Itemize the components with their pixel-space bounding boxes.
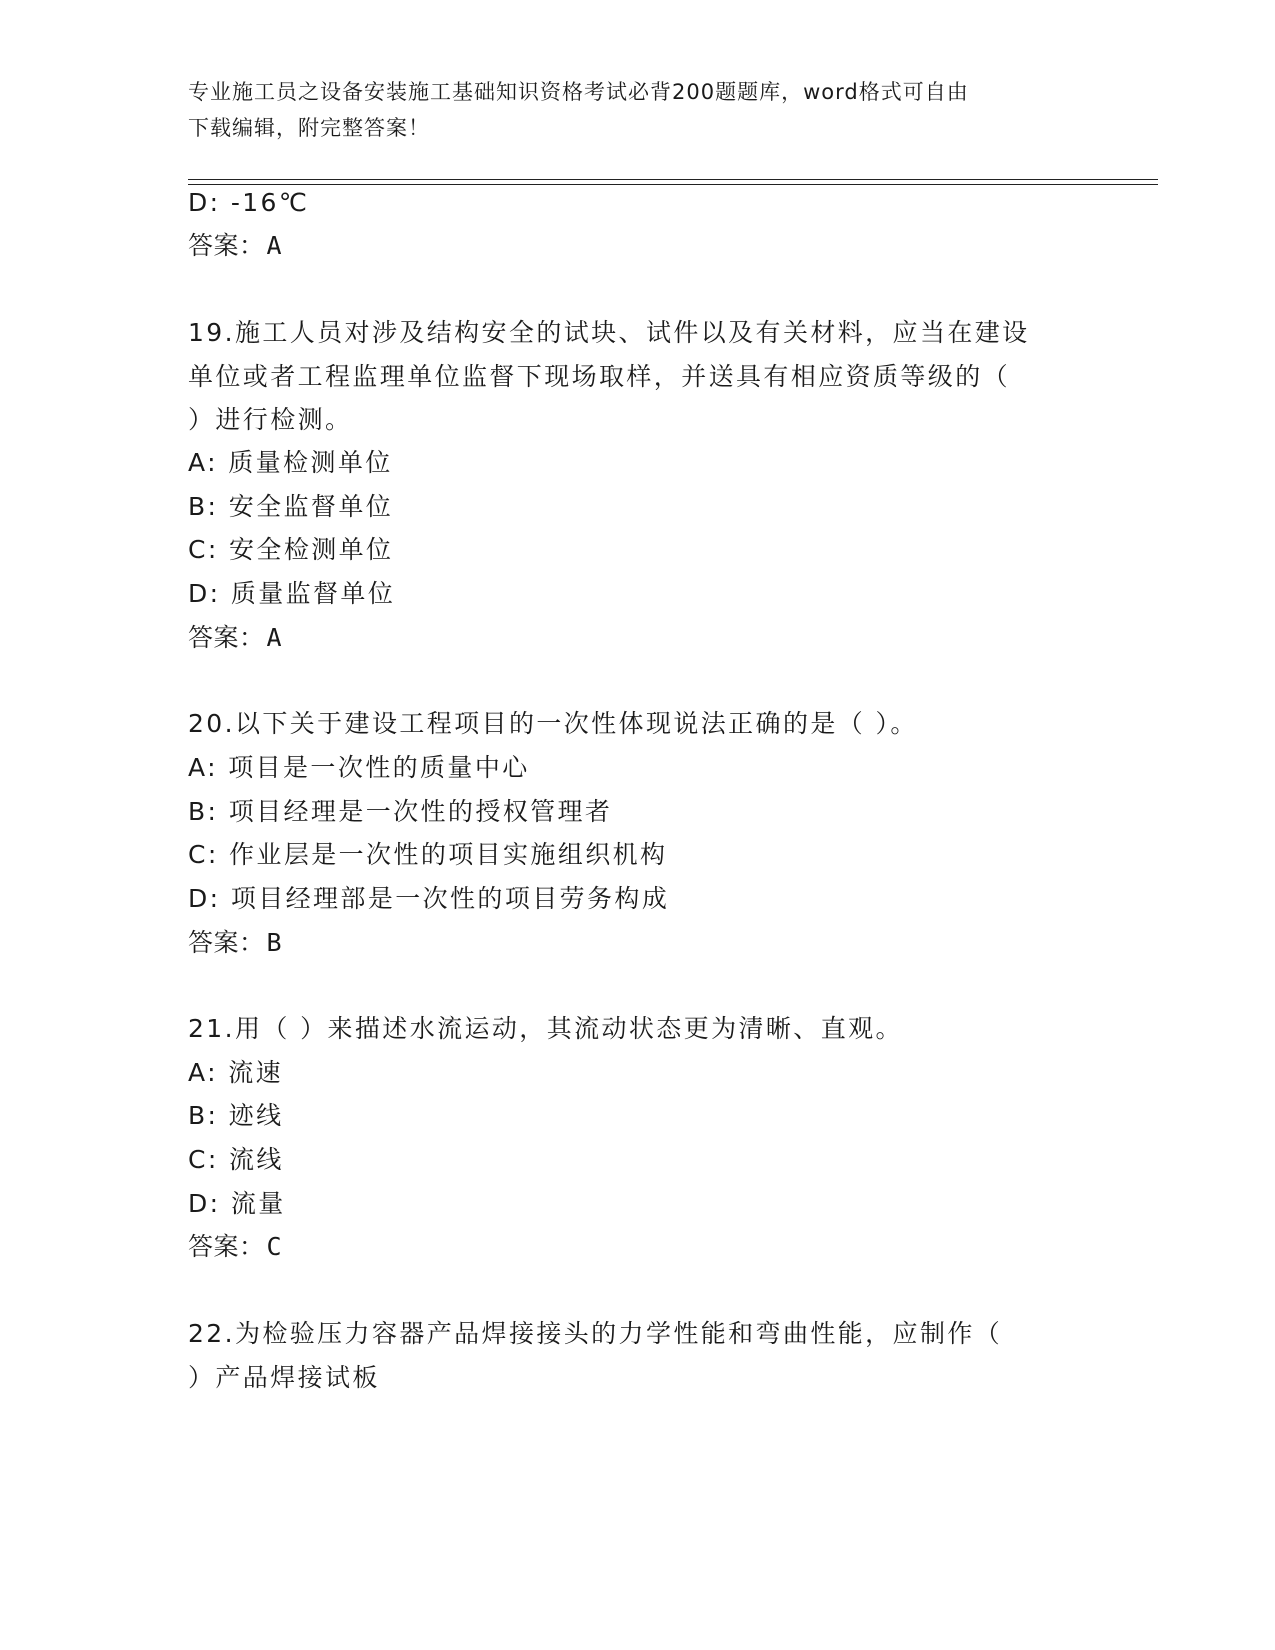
answer-value: C — [266, 1232, 283, 1261]
answer-label: 答案： — [188, 928, 265, 957]
q20-option-a: A: 项目是一次性的质量中心 — [188, 753, 530, 782]
q22-text-line-1: 22.为检验压力容器产品焊接接头的力学性能和弯曲性能，应制作（ — [188, 1319, 1003, 1348]
header-divider-top — [188, 179, 1158, 180]
document-header — [188, 74, 1088, 146]
q20-option-b: B: 项目经理是一次性的授权管理者 — [188, 797, 613, 826]
answer-value: A — [266, 231, 283, 260]
q19-option-c: C: 安全检测单位 — [188, 535, 394, 564]
header-line-2: 下载编辑，附完整答案！ — [188, 116, 430, 140]
q19-option-d: D: 质量监督单位 — [188, 579, 396, 608]
q21-text-line-1: 21.用（ ）来描述水流运动，其流动状态更为清晰、直观。 — [188, 1014, 903, 1043]
q21-option-d: D: 流量 — [188, 1189, 286, 1218]
header-divider-bottom — [188, 184, 1158, 185]
q21-option-c: C: 流线 — [188, 1145, 284, 1174]
q19-option-b: B: 安全监督单位 — [188, 492, 394, 521]
q19-text-line-1: 19.施工人员对涉及结构安全的试块、试件以及有关材料，应当在建设 — [188, 318, 1030, 347]
q20-text-line-1: 20.以下关于建设工程项目的一次性体现说法正确的是（ ）。 — [188, 709, 918, 738]
answer-label: 答案： — [188, 1232, 265, 1261]
q20-option-c: C: 作业层是一次性的项目实施组织机构 — [188, 840, 668, 869]
q21-option-a: A: 流速 — [188, 1058, 284, 1087]
answer-label: 答案： — [188, 231, 265, 260]
q19-answer — [188, 623, 282, 653]
q19-text-line-2: 单位或者工程监理单位监督下现场取样，并送具有相应资质等级的（ — [188, 362, 1011, 391]
q20-answer — [188, 928, 282, 958]
q22-text-line-2: ）产品焊接试板 — [188, 1363, 380, 1392]
answer-label: 答案： — [188, 623, 265, 652]
prev-option-d: D: -16℃ — [188, 188, 310, 217]
q21-option-b: B: 迹线 — [188, 1101, 284, 1130]
answer-value: B — [266, 928, 283, 957]
prev-answer — [188, 231, 282, 261]
q19-text-line-3: ）进行检测。 — [188, 405, 353, 434]
q20-option-d: D: 项目经理部是一次性的项目劳务构成 — [188, 884, 670, 913]
answer-value: A — [266, 623, 283, 652]
q19-option-a: A: 质量检测单位 — [188, 448, 393, 477]
q21-answer — [188, 1232, 282, 1262]
header-line-1: 专业施工员之设备安装施工基础知识资格考试必背200题题库，word格式可自由 — [188, 80, 969, 104]
